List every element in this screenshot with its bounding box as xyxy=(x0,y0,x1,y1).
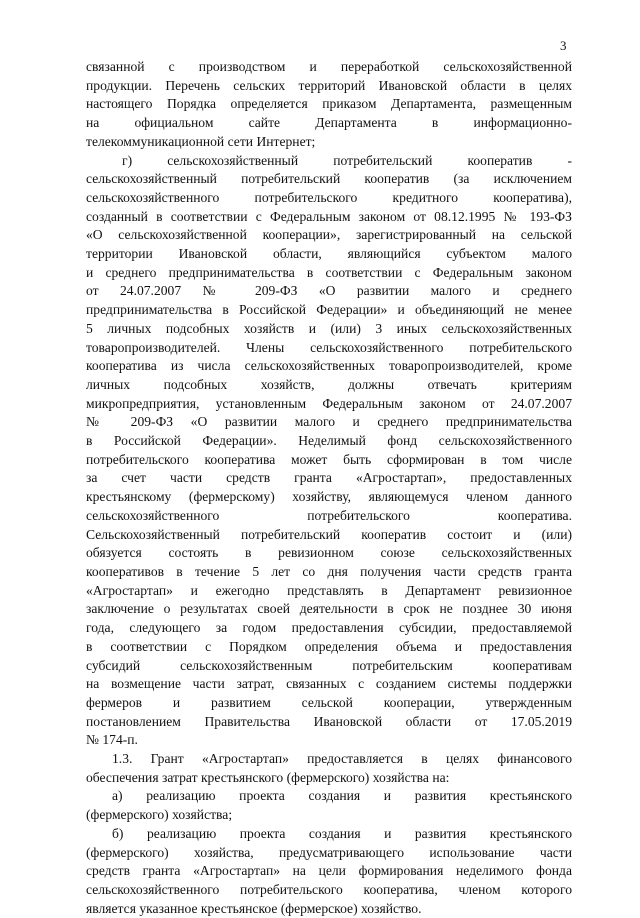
text-line: постановлением Правительства Ивановской области от 17.05.2019 xyxy=(86,713,572,729)
text-line: в Российской Федерации». Неделимый фонд сельскохозяйственного xyxy=(86,433,572,449)
text-line: настоящего Порядка определяется приказом Департамента, размещенным xyxy=(86,96,572,112)
text-line: обязуется состоять в ревизионном союзе сельскохозяйственных xyxy=(86,545,572,561)
page-number: 3 xyxy=(560,38,567,53)
text-line: потребительского кооператива может быть сформирован в том числе xyxy=(86,451,572,467)
text-line: субсидий сельскохозяйственным потребительским кооперативам xyxy=(86,657,572,673)
text-line: средств гранта «Агростартап» на цели формирования неделимого фонда xyxy=(86,863,572,879)
text-line: заключение о результатах своей деятельности в срок не позднее 30 июня xyxy=(86,601,572,617)
text-line: «Агростартап» и ежегодно представлять в Департамент ревизионное xyxy=(86,582,572,598)
text-line: сельскохозяйственный потребительский кооператив (за исключением xyxy=(86,171,572,187)
text-line: территории Ивановской области, являющийся субъектом малого xyxy=(86,246,572,262)
text-line: крестьянскому (фермерскому) хозяйству, являющемуся членом данного xyxy=(86,489,572,505)
text-line: от 24.07.2007 № 209-ФЗ «О развитии малого и среднего xyxy=(86,283,572,299)
text-line: и среднего предпринимательства в соответствии с Федеральным законом xyxy=(86,264,572,280)
text-line: (фермерского) хозяйства, предусматривающего использование части xyxy=(86,844,572,860)
text-line: б) реализацию проекта создания и развития крестьянского xyxy=(112,825,572,841)
text-line: на официальном сайте Департамента в информационно- xyxy=(86,115,572,131)
text-line: предпринимательства в Российской Федерации» и объединяющий не менее xyxy=(86,302,572,318)
text-line: товаропроизводителей. Члены сельскохозяйственного потребительского xyxy=(86,339,572,355)
text-line: созданный в соответствии с Федеральным законом от 08.12.1995 № 193-ФЗ xyxy=(86,208,572,224)
text-line: личных подсобных хозяйств, должны отвечать критериям xyxy=(86,376,572,392)
text-line: г) сельскохозяйственный потребительский кооператив - xyxy=(122,152,572,168)
text-line: связанной с производством и переработкой сельскохозяйственной xyxy=(86,59,572,74)
text-line: 1.3. Грант «Агростартап» предоставляется в целях финансового xyxy=(112,751,572,767)
text-line: продукции. Перечень сельских территорий Ивановской области в целях xyxy=(86,77,572,93)
text-line: кооператива из числа сельскохозяйственных товаропроизводителей, кроме xyxy=(86,358,572,374)
text-line: фермеров и развитием сельской кооперации, утвержденным xyxy=(86,694,572,710)
text-line: в соответствии с Порядком определения объема и предоставления xyxy=(86,638,572,654)
text-line: сельскохозяйственного потребительского кооператива, членом которого xyxy=(86,881,572,897)
text-line: микропредприятия, установленным Федеральным законом от 24.07.2007 xyxy=(86,395,572,411)
text-line: года, следующего за годом предоставления субсидии, предоставляемой xyxy=(86,620,572,636)
text-line: кооперативов в течение 5 лет со дня получения части средств гранта xyxy=(86,563,572,579)
text-line: сельскохозяйственного потребительского кооператива. xyxy=(86,507,572,523)
text-line: «О сельскохозяйственной кооперации», зарегистрированный на сельской xyxy=(86,227,572,243)
text-line: № 174-п. xyxy=(86,732,138,748)
text-line: обеспечения затрат крестьянского (фермерского) хозяйства на: xyxy=(86,769,450,785)
text-line: Сельскохозяйственный потребительский кооператив состоит и (или) xyxy=(86,526,572,542)
text-line: сельскохозяйственного потребительского кредитного кооператива), xyxy=(86,189,572,205)
text-line: (фермерского) хозяйства; xyxy=(86,807,233,823)
text-line: № 209-ФЗ «О развитии малого и среднего предпринимательства xyxy=(86,414,572,430)
text-line: на возмещение части затрат, связанных с созданием системы поддержки xyxy=(86,676,572,692)
text-line: за счет части средств гранта «Агростартап», предоставленных xyxy=(86,470,572,486)
text-line: телекоммуникационной сети Интернет; xyxy=(86,133,316,149)
text-line: а) реализацию проекта создания и развития крестьянского xyxy=(112,788,572,804)
document-body xyxy=(86,58,572,918)
text-line: является указанное крестьянское (фермерское) хозяйство. xyxy=(86,900,422,916)
text-line: 5 личных подсобных хозяйств и (или) 3 иных сельскохозяйственных xyxy=(86,320,572,336)
